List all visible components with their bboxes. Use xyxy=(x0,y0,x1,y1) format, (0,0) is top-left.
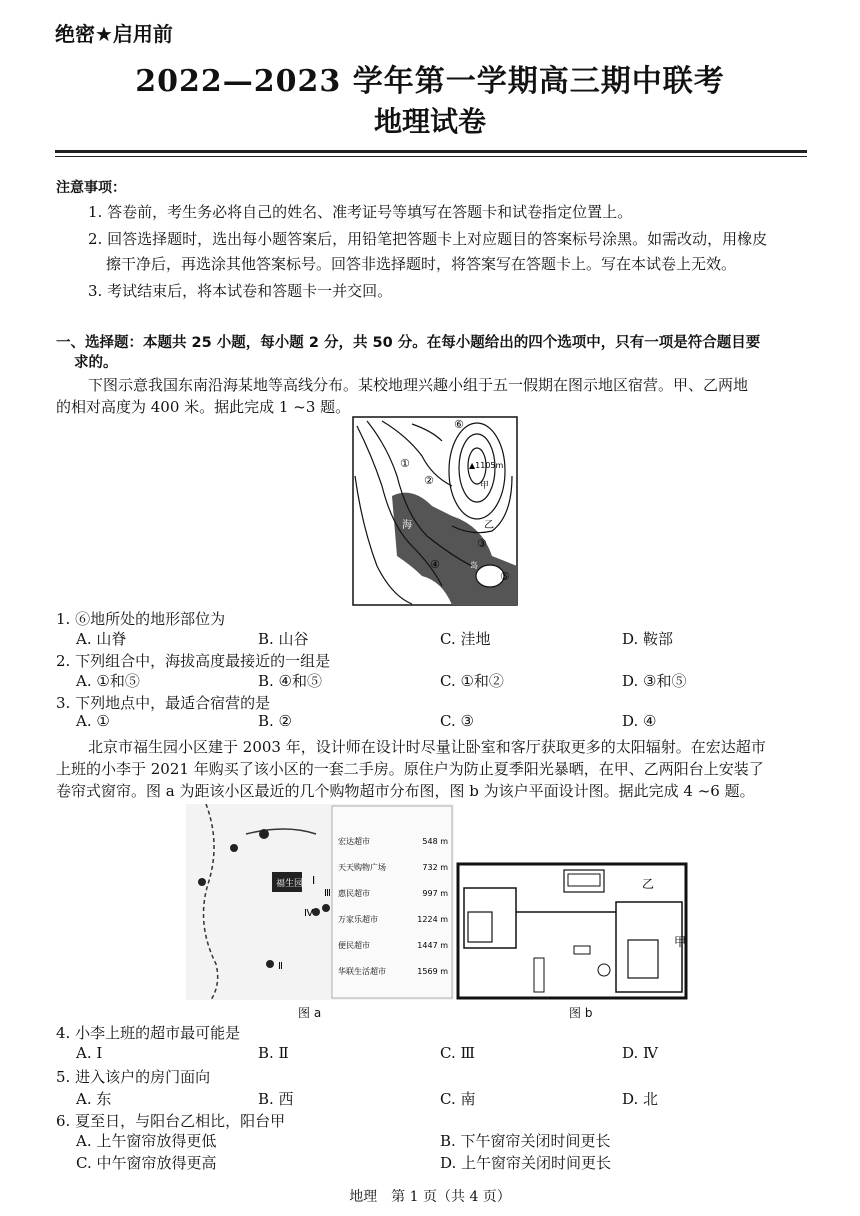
marker-III: Ⅲ xyxy=(324,888,331,899)
balcony-jia-label: 甲 xyxy=(674,935,687,949)
q5-option-d: D. 北 xyxy=(622,1090,659,1108)
q5-stem: 5. 进入该户的房门面向 xyxy=(56,1068,211,1086)
q4-option-d: D. Ⅳ xyxy=(622,1044,659,1062)
figure-a-map xyxy=(186,804,454,1000)
q4-option-a: A. Ⅰ xyxy=(76,1044,103,1062)
confidential-label: 绝密★启用前 xyxy=(55,22,173,46)
figure-b-floor-plan xyxy=(456,862,688,1000)
q6-stem: 6. 夏至日，与阳台乙相比，阳台甲 xyxy=(56,1112,286,1130)
figure-b-caption: 图 b xyxy=(569,1006,593,1020)
supermarket-name: 天天购物广场 xyxy=(338,863,386,872)
supermarket-distance: 1569 m xyxy=(417,967,448,976)
marker-I: Ⅰ xyxy=(312,874,316,887)
q3-stem: 3. 下列地点中，最适合宿营的是 xyxy=(56,694,271,712)
peak-label: ▲1105m xyxy=(469,461,504,470)
supermarket-distance: 1224 m xyxy=(417,915,448,924)
point-3: ③ xyxy=(477,537,487,550)
point-6: ⑥ xyxy=(454,418,464,431)
q2-option-b: B. ④和⑤ xyxy=(258,672,323,690)
q1-option-a: A. 山脊 xyxy=(76,630,127,648)
header-rule-thick xyxy=(55,150,807,153)
q5-option-b: B. 西 xyxy=(258,1090,294,1108)
q1-stem: 1. ⑥地所处的地形部位为 xyxy=(56,610,226,628)
intro-q1-3-line1: 下图示意我国东南沿海某地等高线分布。某校地理兴趣小组于五一假期在图示地区宿营。甲、乙两地 xyxy=(88,376,749,394)
q4-stem: 4. 小李上班的超市最可能是 xyxy=(56,1024,241,1042)
q4-option-b: B. Ⅱ xyxy=(258,1044,289,1062)
sea-label: 海 xyxy=(402,520,412,531)
intro-q4-6-line1: 北京市福生园小区建于 2003 年，设计师在设计时尽量让卧室和客厅获取更多的太阳辐射。在宏达超市 xyxy=(88,738,766,756)
supermarket-distance: 1447 m xyxy=(417,941,448,950)
island-label: 岛 xyxy=(470,561,478,570)
q6-option-b: B. 下午窗帘关闭时间更长 xyxy=(440,1132,611,1150)
q1-option-b: B. 山谷 xyxy=(258,630,309,648)
point-1: ① xyxy=(400,457,410,470)
intro-q1-3-line2: 的相对高度为 400 米。据此完成 1 ~3 题。 xyxy=(56,398,351,416)
q6-option-c: C. 中午窗帘放得更高 xyxy=(76,1154,217,1172)
q1-option-d: D. 鞍部 xyxy=(622,630,674,648)
intro-q4-6-line2: 上班的小李于 2021 年购买了该小区的一套二手房。原住户为防止夏季阳光暴晒，在甲、乙两阳台上安装了 xyxy=(56,760,764,778)
intro-q4-6-line3: 卷帘式窗帘。图 a 为距该小区最近的几个购物超市分布图，图 b 为该户平面设计图。据此完成 4 ~6 题。 xyxy=(56,782,755,800)
notice-item-1: 1. 答卷前，考生务必将自己的姓名、准考证号等填写在答题卡和试卷指定位置上。 xyxy=(88,203,633,221)
q3-option-c: C. ③ xyxy=(440,712,474,730)
supermarket-name: 万家乐超市 xyxy=(338,915,378,924)
q2-option-c: C. ①和② xyxy=(440,672,504,690)
jia-label: 甲 xyxy=(480,481,490,491)
supermarket-name: 惠民超市 xyxy=(338,889,370,898)
balcony-yi-label: 乙 xyxy=(642,877,655,891)
community-label: 福生园 xyxy=(276,879,304,889)
supermarket-distance: 997 m xyxy=(422,889,448,898)
q2-option-a: A. ①和⑤ xyxy=(76,672,140,690)
exam-title: 2022—2023 学年第一学期高三期中联考 xyxy=(135,64,725,99)
q2-stem: 2. 下列组合中，海拔高度最接近的一组是 xyxy=(56,652,331,670)
header-rule-thin xyxy=(55,156,807,157)
q4-option-c: C. Ⅲ xyxy=(440,1044,475,1062)
q6-option-a: A. 上午窗帘放得更低 xyxy=(76,1132,217,1150)
point-5: ⑤ xyxy=(500,570,510,583)
supermarket-distance: 548 m xyxy=(422,837,448,846)
q1-option-c: C. 洼地 xyxy=(440,630,491,648)
section-heading-cont: 求的。 xyxy=(74,355,118,371)
marker-II: Ⅱ xyxy=(278,961,283,972)
q6-option-d: D. 上午窗帘关闭时间更长 xyxy=(440,1154,612,1172)
section-heading: 一、选择题：本题共 25 小题，每小题 2 分，共 50 分。在每小题给出的四个选项中，只有一项是符合题目要 xyxy=(56,335,761,351)
q5-option-c: C. 南 xyxy=(440,1090,476,1108)
page-footer: 地理 第 1 页（共 4 页） xyxy=(349,1189,511,1205)
subject-title: 地理试卷 xyxy=(373,105,486,138)
notice-item-2a: 2. 回答选择题时，选出每小题答案后，用铅笔把答题卡上对应题目的答案标号涂黑。如需改动，用橡皮 xyxy=(88,230,768,248)
figure-a-caption: 图 a xyxy=(298,1006,322,1020)
q5-option-a: A. 东 xyxy=(76,1090,112,1108)
q3-option-d: D. ④ xyxy=(622,712,657,730)
supermarket-name: 便民超市 xyxy=(338,941,370,950)
notice-heading: 注意事项： xyxy=(56,180,126,196)
supermarket-name: 华联生活超市 xyxy=(338,967,386,976)
point-4: ④ xyxy=(430,558,440,571)
marker-IV: Ⅳ xyxy=(304,908,314,919)
supermarket-name: 宏达超市 xyxy=(338,837,370,846)
yi-label: 乙 xyxy=(484,520,494,531)
q3-option-a: A. ① xyxy=(76,712,110,730)
notice-item-2b: 擦干净后，再选涂其他答案标号。回答非选择题时，将答案写在答题卡上。写在本试卷上无效。 xyxy=(106,255,737,273)
supermarket-distance: 732 m xyxy=(422,863,448,872)
contour-map xyxy=(352,416,518,606)
point-2: ② xyxy=(424,474,434,487)
q3-option-b: B. ② xyxy=(258,712,293,730)
notice-item-3: 3. 考试结束后，将本试卷和答题卡一并交回。 xyxy=(88,282,393,300)
q2-option-d: D. ③和⑤ xyxy=(622,672,687,690)
